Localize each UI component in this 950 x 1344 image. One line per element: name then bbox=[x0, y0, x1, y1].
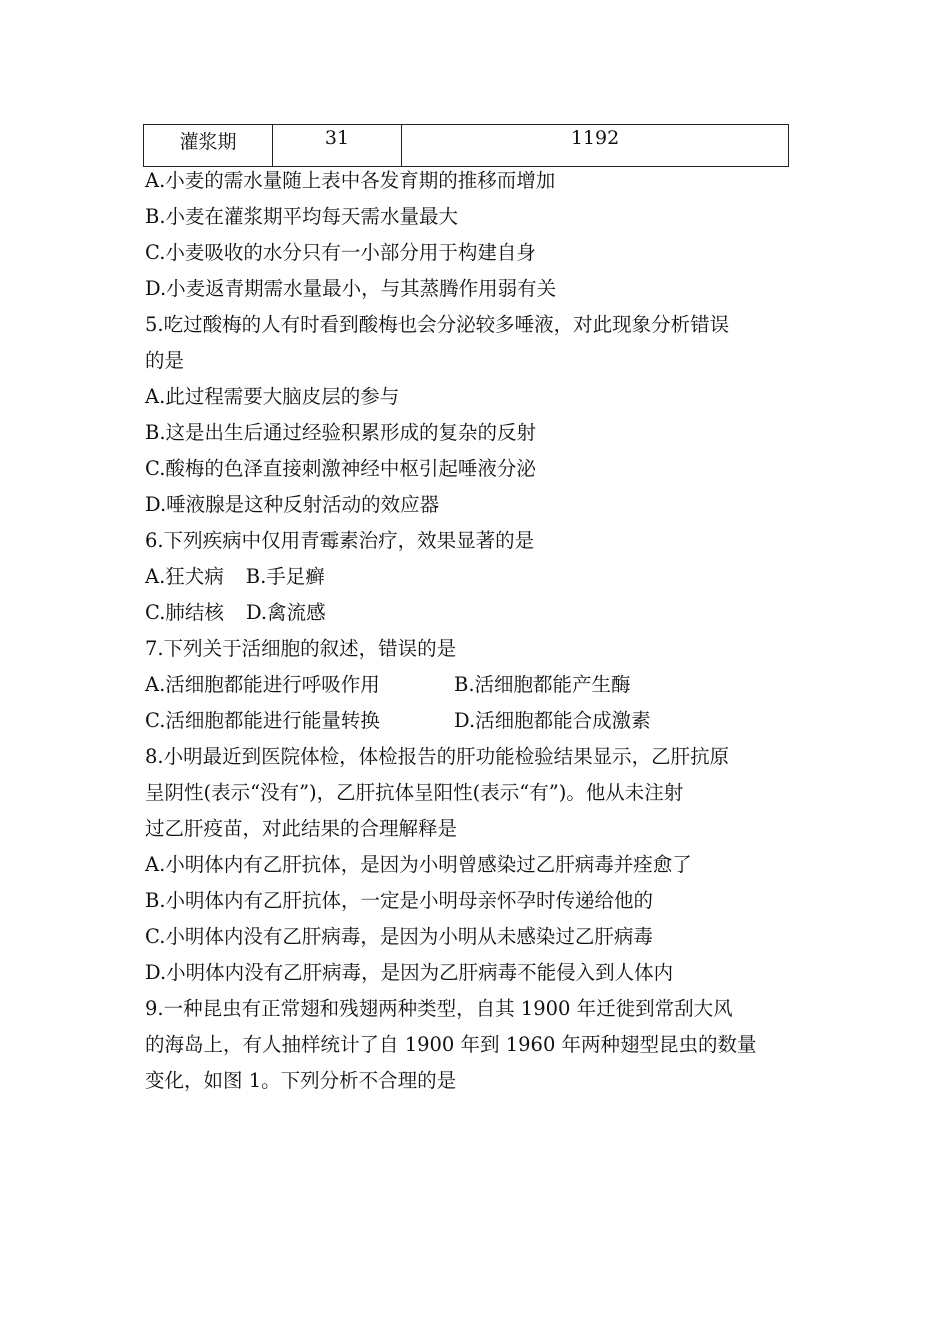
table-cell-days: 31 bbox=[273, 125, 402, 167]
q6-options-row-2 bbox=[145, 595, 817, 631]
q8-option-a: A.小明体内有乙肝抗体，是因为小明曾感染过乙肝病毒并痊愈了 bbox=[145, 853, 692, 876]
question-5 bbox=[145, 307, 817, 523]
q8-stem-line-1: 8.小明最近到医院体检，体检报告的肝功能检验结果显示，乙肝抗原 bbox=[145, 745, 730, 768]
q6-stem: 6.下列疾病中仅用青霉素治疗，效果显著的是 bbox=[145, 529, 535, 552]
q6-option-d: D.禽流感 bbox=[245, 601, 326, 624]
q7-option-c: C.活细胞都能进行能量转换 bbox=[145, 709, 380, 732]
q8-stem-line-2: 呈阴性(表示“没有”)，乙肝抗体呈阳性(表示“有”)。他从未注射 bbox=[145, 781, 684, 804]
q7-options-row-2 bbox=[145, 703, 817, 739]
table-cell-water: 1192 bbox=[402, 125, 789, 167]
q5-option-b: B.这是出生后通过经验积累形成的复杂的反射 bbox=[145, 421, 537, 444]
q6-option-a: A.狂犬病 bbox=[145, 565, 224, 588]
q4-option-a: A.小麦的需水量随上表中各发育期的推移而增加 bbox=[145, 169, 556, 192]
question-8 bbox=[145, 739, 817, 991]
q8-option-b: B.小明体内有乙肝抗体，一定是小明母亲怀孕时传递给他的 bbox=[145, 889, 654, 912]
table-row bbox=[144, 125, 789, 167]
q5-stem-line-2: 的是 bbox=[145, 349, 185, 372]
q5-option-c: C.酸梅的色泽直接刺激神经中枢引起唾液分泌 bbox=[145, 457, 536, 480]
question-9 bbox=[145, 991, 817, 1099]
q8-stem-line-3: 过乙肝疫苗，对此结果的合理解释是 bbox=[145, 817, 458, 840]
q6-options-row-1 bbox=[145, 559, 817, 595]
question-6 bbox=[145, 523, 817, 631]
q9-stem-line-1: 9.一种昆虫有正常翅和残翅两种类型，自其 1900 年迁徙到常刮大风 bbox=[145, 997, 733, 1020]
q7-option-b: B.活细胞都能产生酶 bbox=[454, 673, 631, 696]
q8-option-c: C.小明体内没有乙肝病毒，是因为小明从未感染过乙肝病毒 bbox=[145, 925, 653, 948]
q4-option-b: B.小麦在灌浆期平均每天需水量最大 bbox=[145, 205, 459, 228]
q4-option-c: C.小麦吸收的水分只有一小部分用于构建自身 bbox=[145, 241, 536, 264]
q5-stem-line-1: 5.吃过酸梅的人有时看到酸梅也会分泌较多唾液，对此现象分析错误 bbox=[145, 313, 730, 336]
q6-option-b: B.手足癣 bbox=[245, 565, 325, 588]
question-4-options bbox=[145, 163, 817, 307]
q5-option-d: D.唾液腺是这种反射活动的效应器 bbox=[145, 493, 440, 516]
water-requirement-table bbox=[143, 124, 789, 167]
q7-options-row-1 bbox=[145, 667, 817, 703]
q5-option-a: A.此过程需要大脑皮层的参与 bbox=[145, 385, 400, 408]
q7-stem: 7.下列关于活细胞的叙述，错误的是 bbox=[145, 637, 457, 660]
table-cell-stage: 灌浆期 bbox=[144, 125, 273, 167]
q6-option-c: C.肺结核 bbox=[145, 601, 224, 624]
q8-option-d: D.小明体内没有乙肝病毒，是因为乙肝病毒不能侵入到人体内 bbox=[145, 961, 674, 984]
q7-option-a: A.活细胞都能进行呼吸作用 bbox=[145, 673, 380, 696]
q4-option-d: D.小麦返青期需水量最小，与其蒸腾作用弱有关 bbox=[145, 277, 557, 300]
question-content bbox=[145, 163, 817, 1099]
q9-stem-line-3: 变化，如图 1。下列分析不合理的是 bbox=[145, 1069, 457, 1092]
q7-option-d: D.活细胞都能合成激素 bbox=[454, 709, 651, 732]
question-7 bbox=[145, 631, 817, 739]
q9-stem-line-2: 的海岛上，有人抽样统计了自 1900 年到 1960 年两种翅型昆虫的数量 bbox=[145, 1033, 757, 1056]
